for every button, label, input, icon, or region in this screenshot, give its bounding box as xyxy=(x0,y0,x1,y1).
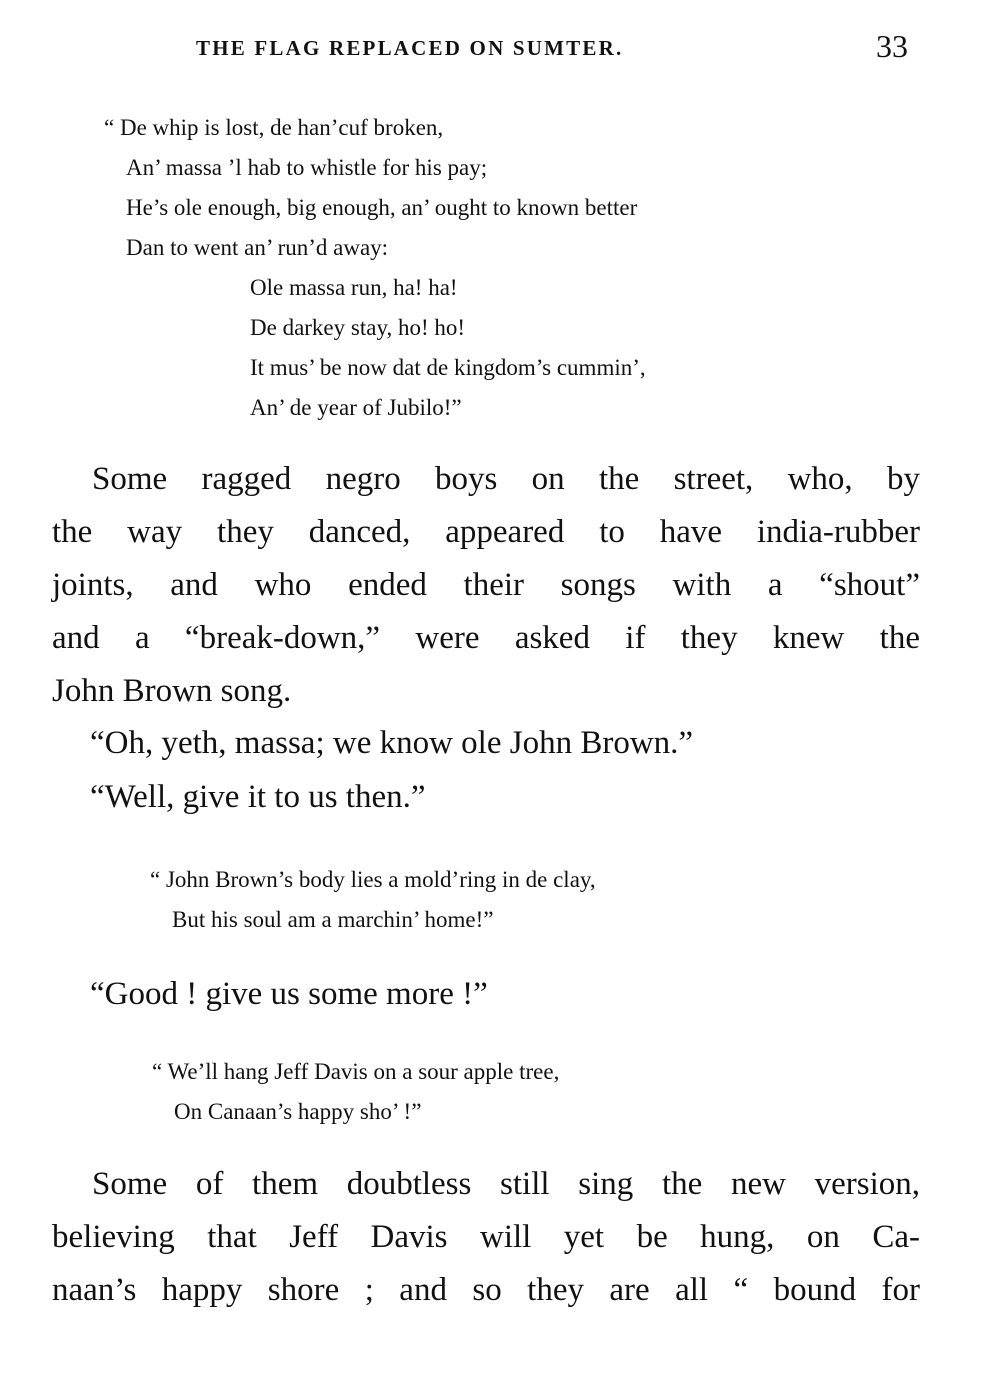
verse-line: An’ massa ’l hab to whistle for his pay; xyxy=(126,155,488,180)
verse-refrain-line: It mus’ be now dat de kingdom’s cummin’, xyxy=(250,355,646,380)
paragraph-line: Some of them doubtless still sing the new version, xyxy=(92,1166,920,1202)
paragraph-line: Some ragged negro boys on the street, who, by xyxy=(92,461,920,497)
paragraph-new-version xyxy=(52,1158,920,1317)
dialogue-exchange xyxy=(90,716,693,824)
verse-john-brown xyxy=(150,860,596,940)
verse-jeff-davis xyxy=(152,1052,559,1132)
dialogue-line: “Oh, yeth, massa; we know ole John Brown.” xyxy=(90,725,694,761)
verse-emancipation-song xyxy=(104,108,646,428)
paragraph-line: the way they danced, appeared to have india-rubber xyxy=(52,514,920,550)
paragraph-line: naan’s happy shore ; and so they are all “ bound for xyxy=(52,1272,920,1308)
verse-refrain-line: Ole massa run, ha! ha! xyxy=(250,275,458,300)
verse-line: “ John Brown’s body lies a mold’ring in de clay, xyxy=(150,867,596,892)
verse-line: “ De whip is lost, de han’cuf broken, xyxy=(104,115,444,140)
paragraph-line: believing that Jeff Davis will yet be hung, on Ca- xyxy=(52,1219,920,1255)
verse-line: “ We’ll hang Jeff Davis on a sour apple tree, xyxy=(152,1059,560,1084)
verse-refrain-line: De darkey stay, ho! ho! xyxy=(250,315,466,340)
running-head: THE FLAG REPLACED ON SUMTER. xyxy=(196,36,624,60)
page-number: 33 xyxy=(876,28,908,64)
paragraph-line: and a “break-down,” were asked if they knew the xyxy=(52,620,920,656)
paragraph-line: John Brown song. xyxy=(52,673,292,709)
verse-line: Dan to went an’ run’d away: xyxy=(126,235,389,260)
dialogue-line: “Well, give it to us then.” xyxy=(90,779,426,815)
dialogue-line-good: “Good ! give us some more !” xyxy=(90,976,488,1012)
verse-line: On Canaan’s happy sho’ !” xyxy=(174,1099,422,1124)
paragraph-line: joints, and who ended their songs with a “shout” xyxy=(52,567,920,603)
verse-line: But his soul am a marchin’ home!” xyxy=(172,907,494,932)
verse-line: He’s ole enough, big enough, an’ ought to known better xyxy=(126,195,638,220)
paragraph-negro-boys xyxy=(52,453,920,718)
verse-refrain-line: An’ de year of Jubilo!” xyxy=(250,395,462,420)
